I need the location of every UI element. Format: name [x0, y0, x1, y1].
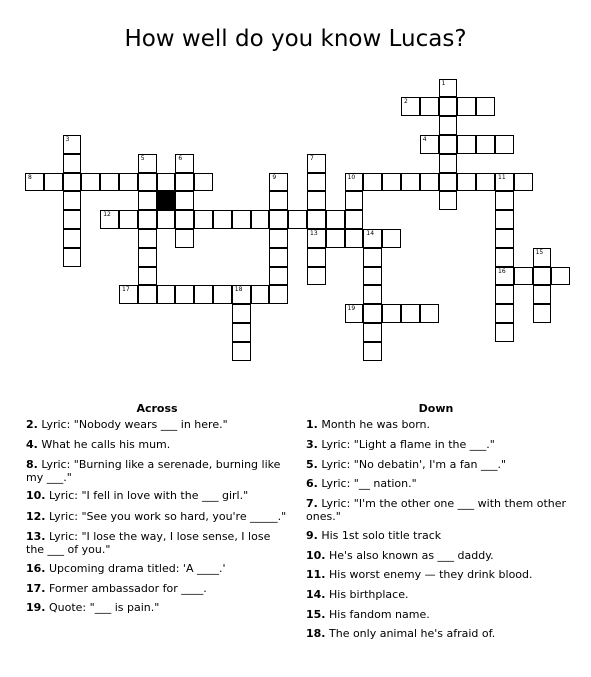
grid-cell[interactable] — [326, 229, 345, 248]
clue-num: 1. — [306, 418, 318, 431]
grid-cell[interactable] — [495, 173, 514, 192]
grid-cell[interactable] — [420, 173, 439, 192]
clue-number: 16 — [498, 267, 506, 275]
across-clue — [26, 530, 288, 556]
grid-cell[interactable] — [138, 267, 157, 286]
clue-num: 10. — [306, 549, 326, 562]
grid-cell[interactable] — [251, 210, 270, 229]
clue-num: 18. — [306, 627, 326, 640]
grid-cell[interactable] — [495, 267, 514, 286]
clue-num: 4. — [26, 438, 38, 451]
grid-cell[interactable] — [63, 154, 82, 173]
clue-number: 19 — [347, 305, 356, 313]
clue-number: 6 — [178, 154, 183, 162]
grid-cell[interactable] — [457, 173, 476, 192]
grid-cell[interactable] — [439, 135, 458, 154]
grid-cell[interactable] — [232, 304, 251, 323]
clue-text: Lyric: "Burning like a serenade, burning like my ___." — [26, 458, 281, 484]
grid-cell[interactable] — [533, 285, 552, 304]
down-clue — [306, 549, 571, 562]
grid-cell[interactable] — [138, 154, 157, 173]
grid-cell[interactable] — [100, 173, 119, 192]
clue-num: 17. — [26, 582, 46, 595]
grid-cell[interactable] — [232, 323, 251, 342]
grid-cell[interactable] — [345, 210, 364, 229]
grid-cell[interactable] — [363, 229, 382, 248]
down-clue — [306, 458, 571, 471]
grid-cell[interactable] — [307, 154, 326, 173]
grid-cell[interactable] — [495, 229, 514, 248]
down-clue — [306, 497, 571, 523]
clue-text: His worst enemy — they drink blood. — [325, 568, 533, 581]
grid-cell[interactable] — [232, 285, 251, 304]
grid-cell[interactable] — [288, 210, 307, 229]
grid-cell[interactable] — [514, 267, 533, 286]
clue-number: 10 — [347, 173, 356, 181]
grid-cell[interactable] — [495, 191, 514, 210]
grid-cell[interactable] — [382, 304, 401, 323]
clue-number: 7 — [310, 154, 314, 162]
clue-text: What he calls his mum. — [37, 438, 171, 451]
grid-cell[interactable] — [63, 173, 82, 192]
grid-cell[interactable] — [194, 173, 213, 192]
grid-cell[interactable] — [495, 323, 514, 342]
grid-cell[interactable] — [401, 97, 420, 116]
clue-number: 17 — [122, 286, 130, 294]
grid-cell[interactable] — [326, 210, 345, 229]
clue-number: 11 — [498, 173, 506, 181]
grid-cell[interactable] — [457, 97, 476, 116]
clue-text: Month he was born. — [317, 418, 431, 431]
clue-text: Lyric: "Light a flame in the ___." — [317, 438, 495, 451]
clue-num: 5. — [306, 458, 318, 471]
grid-cell[interactable] — [401, 173, 420, 192]
grid-cell[interactable] — [457, 135, 476, 154]
grid-cell[interactable] — [439, 173, 458, 192]
clue-number: 1 — [441, 79, 446, 87]
grid-cell[interactable] — [269, 267, 288, 286]
grid-cell[interactable] — [401, 304, 420, 323]
clue-text: Lyric: "I'm the other one ___ with them other ones." — [306, 497, 567, 523]
grid-cell[interactable] — [420, 135, 439, 154]
across-clue — [26, 601, 288, 614]
grid-cell[interactable] — [138, 173, 157, 192]
grid-cell[interactable] — [533, 267, 552, 286]
grid-cell[interactable] — [345, 173, 364, 192]
across-heading: Across — [136, 402, 178, 415]
across-clue — [26, 458, 288, 484]
grid-cell[interactable] — [439, 79, 458, 98]
grid-cell[interactable] — [175, 154, 194, 173]
clue-text: The only animal he's afraid of. — [325, 627, 496, 640]
grid-cell[interactable] — [533, 304, 552, 323]
clue-text: He's also known as ___ daddy. — [325, 549, 494, 562]
clue-num: 16. — [26, 562, 46, 575]
grid-cell[interactable] — [476, 173, 495, 192]
grid-cell[interactable] — [363, 173, 382, 192]
grid-cell[interactable] — [157, 173, 176, 192]
down-clue — [306, 477, 571, 490]
clue-number: 5 — [140, 154, 145, 162]
grid-cell[interactable] — [551, 267, 570, 286]
grid-cell[interactable] — [533, 248, 552, 267]
grid-cell[interactable] — [138, 248, 157, 267]
clue-text: Lyric: "Nobody wears ___ in here." — [37, 418, 228, 431]
grid-cell[interactable] — [269, 173, 288, 192]
grid-cell[interactable] — [63, 229, 82, 248]
clue-num: 11. — [306, 568, 326, 581]
clue-number: 8 — [28, 173, 32, 181]
grid-cell[interactable] — [25, 173, 44, 192]
clue-text: Lyric: "See you work so hard, you're _____." — [45, 510, 287, 523]
grid-cell[interactable] — [232, 210, 251, 229]
grid-cell[interactable] — [138, 229, 157, 248]
grid-cell[interactable] — [194, 210, 213, 229]
grid-cell[interactable] — [81, 173, 100, 192]
grid-cell[interactable] — [307, 229, 326, 248]
clue-number: 3 — [65, 136, 70, 143]
clue-text: Upcoming drama titled: 'A ____.' — [45, 562, 226, 575]
grid-cell[interactable] — [175, 173, 194, 192]
grid-cell[interactable] — [514, 173, 533, 192]
grid-cell[interactable] — [307, 267, 326, 286]
grid-cell[interactable] — [363, 342, 382, 361]
grid-cell[interactable] — [363, 323, 382, 342]
black-square — [157, 191, 176, 210]
clue-num: 2. — [26, 418, 38, 431]
clue-num: 12. — [26, 510, 46, 523]
grid-cell[interactable] — [495, 304, 514, 323]
grid-cell[interactable] — [345, 304, 364, 323]
grid-cell[interactable] — [194, 285, 213, 304]
grid-cell[interactable] — [63, 210, 82, 229]
down-clue — [306, 568, 571, 581]
grid-cell[interactable] — [138, 285, 157, 304]
clue-num: 7. — [306, 497, 318, 510]
grid-cell[interactable] — [439, 116, 458, 135]
grid-cell[interactable] — [420, 304, 439, 323]
grid-cell[interactable] — [269, 210, 288, 229]
grid-cell[interactable] — [439, 154, 458, 173]
grid-cell[interactable] — [269, 285, 288, 304]
grid-cell[interactable] — [119, 210, 138, 229]
down-heading: Down — [418, 402, 454, 415]
clue-num: 8. — [26, 458, 38, 471]
clue-number: 4 — [422, 136, 427, 143]
grid-cell[interactable] — [119, 173, 138, 192]
grid-cell[interactable] — [138, 210, 157, 229]
grid-cell[interactable] — [476, 135, 495, 154]
grid-cell[interactable] — [213, 210, 232, 229]
down-clue — [306, 588, 571, 601]
grid-cell[interactable] — [269, 248, 288, 267]
grid-cell[interactable] — [232, 342, 251, 361]
clue-text: Lyric: "No debatin', I'm a fan ___." — [317, 458, 506, 471]
across-clue — [26, 438, 288, 451]
grid-cell[interactable] — [495, 210, 514, 229]
grid-cell[interactable] — [269, 191, 288, 210]
grid-cell[interactable] — [63, 135, 82, 154]
grid-cell[interactable] — [175, 210, 194, 229]
down-clue — [306, 608, 571, 621]
clue-text: His birthplace. — [325, 588, 409, 601]
clue-num: 6. — [306, 477, 318, 490]
across-clue — [26, 418, 288, 431]
grid-cell[interactable] — [213, 285, 232, 304]
clue-text: His fandom name. — [325, 608, 430, 621]
grid-cell[interactable] — [63, 248, 82, 267]
grid-cell[interactable] — [495, 248, 514, 267]
clue-number: 14 — [366, 230, 375, 237]
clue-number: 9 — [272, 173, 277, 181]
puzzle-title: How well do you know Lucas? — [124, 26, 467, 52]
across-clue — [26, 582, 288, 595]
clue-text: Quote: "___ is pain." — [45, 601, 160, 614]
grid-cell[interactable] — [439, 97, 458, 116]
clue-number: 15 — [535, 248, 544, 256]
grid-cell[interactable] — [345, 191, 364, 210]
clue-text: Lyric: "__ nation." — [317, 477, 417, 490]
grid-cell[interactable] — [307, 173, 326, 192]
down-clue — [306, 627, 571, 640]
clue-number: 13 — [310, 230, 318, 237]
across-clue — [26, 489, 288, 502]
grid-cell[interactable] — [439, 191, 458, 210]
clue-text: Lyric: "I fell in love with the ___ girl." — [45, 489, 249, 502]
grid-cell[interactable] — [44, 173, 63, 192]
down-clue — [306, 438, 571, 451]
down-clue — [306, 529, 571, 542]
down-clue — [306, 418, 571, 431]
clue-number: 2 — [404, 98, 408, 106]
grid-cell[interactable] — [138, 191, 157, 210]
grid-cell[interactable] — [476, 97, 495, 116]
grid-cell[interactable] — [307, 248, 326, 267]
grid-cell[interactable] — [157, 285, 176, 304]
grid-cell[interactable] — [100, 210, 119, 229]
clue-num: 13. — [26, 530, 46, 543]
grid-cell[interactable] — [157, 210, 176, 229]
grid-cell[interactable] — [175, 229, 194, 248]
clue-text: Former ambassador for ____. — [45, 582, 207, 595]
grid-cell[interactable] — [363, 285, 382, 304]
grid-cell[interactable] — [63, 191, 82, 210]
clue-num: 14. — [306, 588, 326, 601]
grid-cell[interactable] — [382, 173, 401, 192]
across-clue — [26, 510, 288, 523]
grid-cell[interactable] — [175, 191, 194, 210]
grid-cell[interactable] — [382, 229, 401, 248]
grid-cell[interactable] — [363, 267, 382, 286]
clue-num: 9. — [306, 529, 318, 542]
clue-num: 15. — [306, 608, 326, 621]
grid-cell[interactable] — [251, 285, 270, 304]
clue-num: 3. — [306, 438, 318, 451]
grid-cell[interactable] — [175, 285, 194, 304]
grid-cell[interactable] — [307, 191, 326, 210]
grid-cell[interactable] — [345, 229, 364, 248]
grid-cell[interactable] — [269, 229, 288, 248]
grid-cell[interactable] — [307, 210, 326, 229]
grid-cell[interactable] — [420, 97, 439, 116]
clue-number: 18 — [234, 286, 243, 294]
grid-cell[interactable] — [363, 248, 382, 267]
clue-text: Lyric: "I lose the way, I lose sense, I lose the ___ of you." — [26, 530, 271, 556]
clue-number: 12 — [103, 211, 111, 219]
clue-text: His 1st solo title track — [317, 529, 442, 542]
grid-cell[interactable] — [495, 285, 514, 304]
grid-cell[interactable] — [363, 304, 382, 323]
clue-num: 10. — [26, 489, 46, 502]
across-clue — [26, 562, 288, 575]
clue-num: 19. — [26, 601, 46, 614]
grid-cell[interactable] — [495, 135, 514, 154]
grid-cell[interactable] — [119, 285, 138, 304]
